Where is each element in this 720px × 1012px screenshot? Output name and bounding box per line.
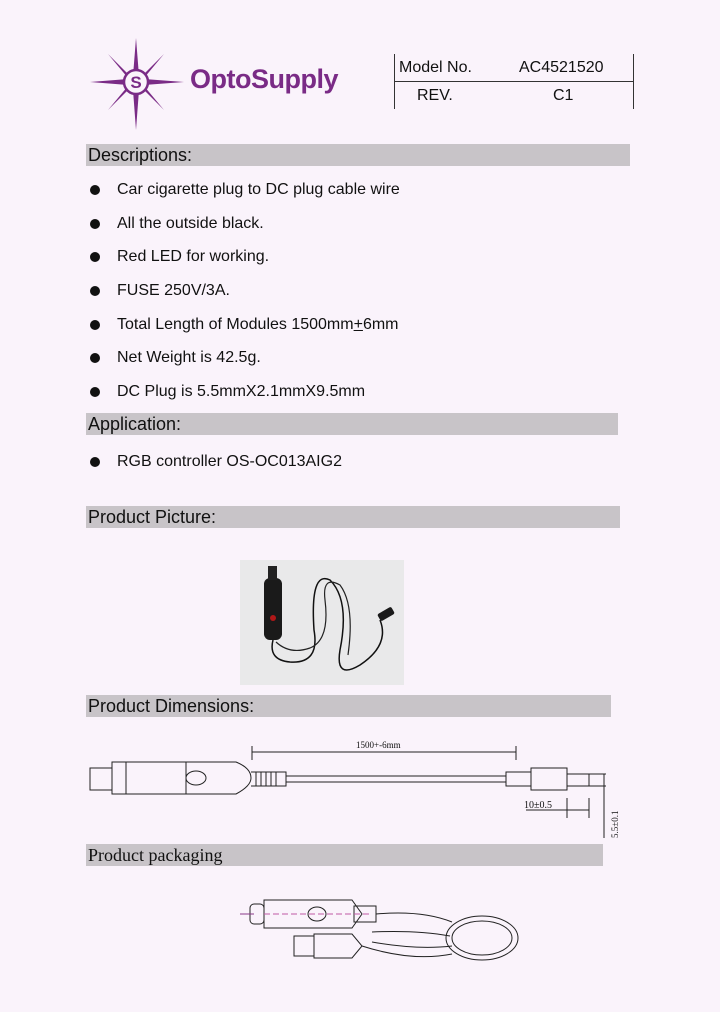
list-item: Red LED for working. [88,246,400,280]
product-dimensions-heading: Product Dimensions: [86,695,611,717]
tolerance-value: 6mm [362,315,399,333]
plug-length-label: 10±0.5 [524,800,552,811]
product-photo [240,560,404,685]
descriptions-heading: Descriptions: [86,144,630,166]
rev-value: C1 [511,82,634,110]
logo-letter: S [130,73,142,92]
list-item: All the outside black. [88,213,400,247]
list-item: Net Weight is 42.5g. [88,347,400,381]
product-packaging-heading: Product packaging [86,844,603,866]
list-item: Car cigarette plug to DC plug cable wire [88,179,400,213]
plug-diameter-label: 5.5±0.1 [610,810,620,838]
application-heading: Application: [86,413,618,435]
cable-length-label: 1500+-6mm [356,740,401,750]
brand-name: OptoSupply [190,64,338,94]
list-item: DC Plug is 5.5mmX2.1mmX9.5mm [88,381,400,415]
application-list [88,451,342,485]
rev-label: REV. [395,82,512,110]
descriptions-list [88,179,400,415]
length-text: Total Length of Modules 1500mm [117,315,354,333]
list-item [88,314,400,348]
dimension-drawing [86,738,626,844]
tolerance-sign: + [353,315,363,333]
model-value: AC4521520 [511,54,634,82]
list-item: RGB controller OS-OC013AIG2 [88,451,342,485]
model-label: Model No. [395,54,512,82]
list-item: FUSE 250V/3A. [88,280,400,314]
product-picture-heading: Product Picture: [86,506,620,528]
model-info-table [394,54,634,109]
packaging-drawing [232,892,532,972]
optosupply-logo [88,36,188,132]
